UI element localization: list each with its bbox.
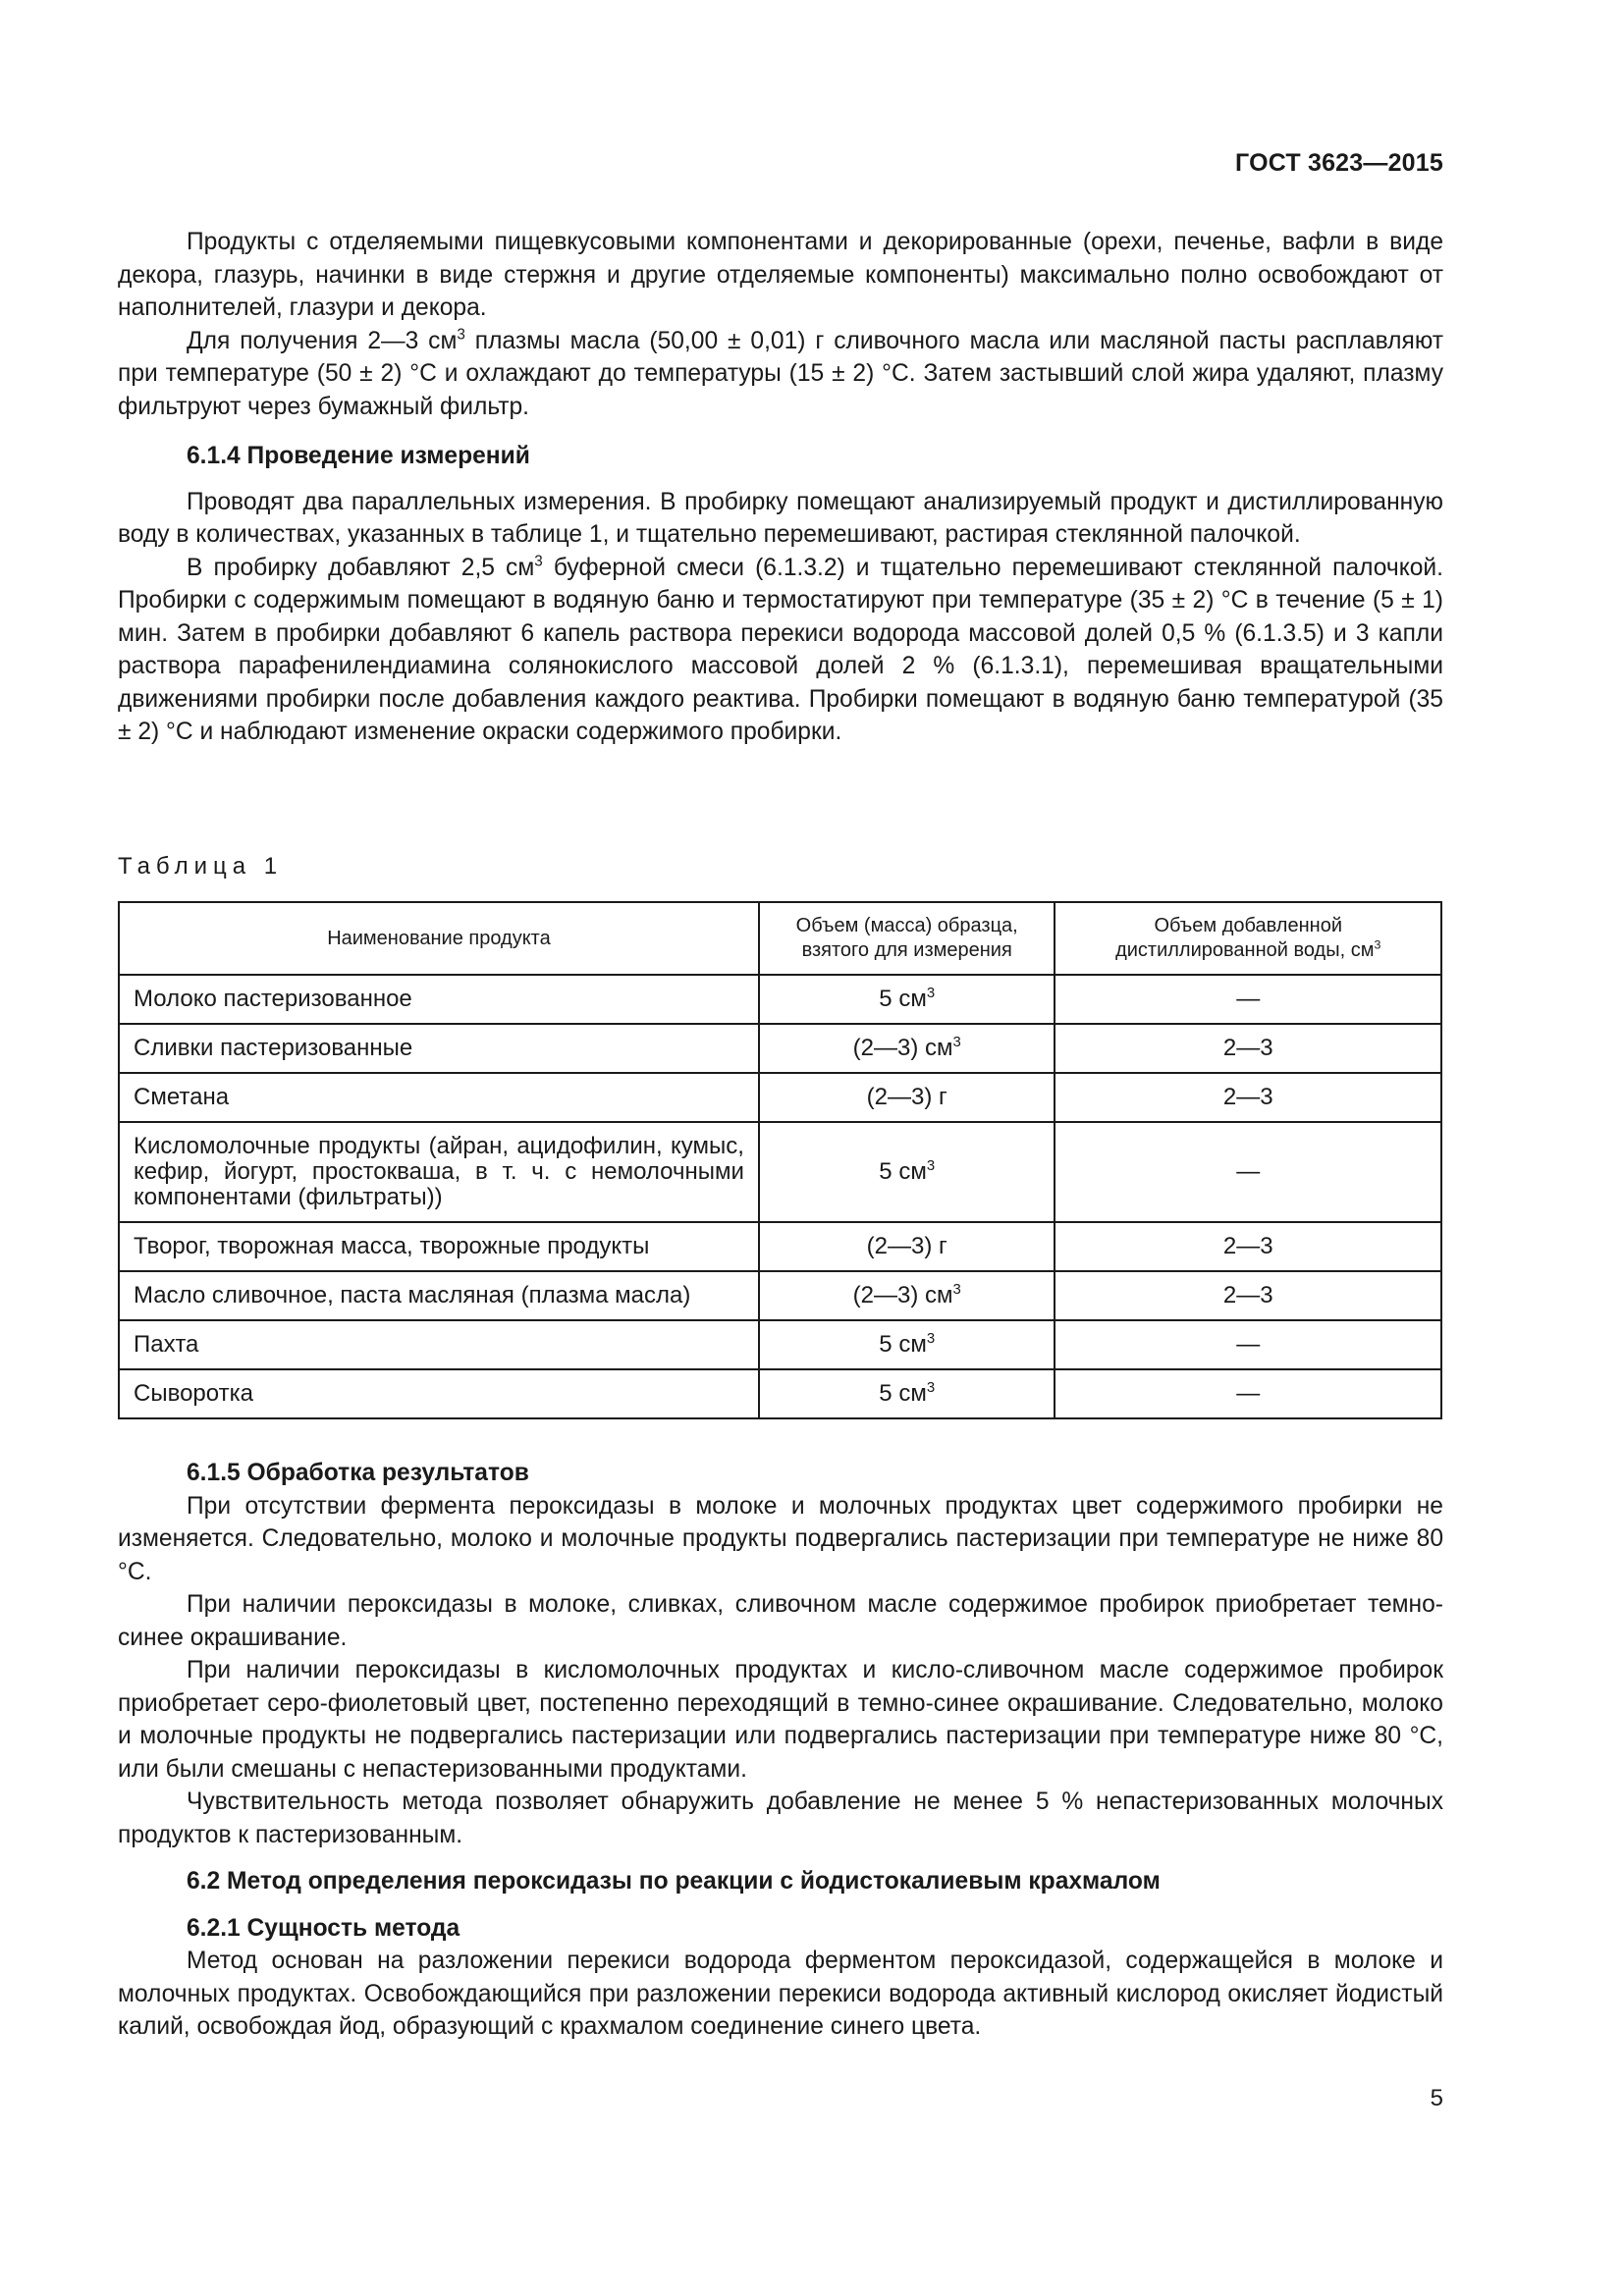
document-code: ГОСТ 3623—2015 [1235,149,1443,177]
s614-paragraph-2 [118,552,1443,749]
table-row [119,1122,1441,1222]
cell-water-volume: 2—3 [1055,1271,1441,1320]
table-row [119,1024,1441,1073]
s621-paragraph-1: Метод основан на разложении перекиси водорода ферментом пероксидазой, содержащейся в молоке и молочных продуктах. Освобождающийся при разложении перекиси водорода активный кислород окисляет йодистый калий, освобождая йод, образующий с крахмалом соединение синего цвета. [118,1948,1443,2040]
intro-p2-text-b: плазмы масла (50,00 ± 0,01) г сливочного масла или масляной пасты расплавляют при температуре (50 ± 2) °С и охлаждают до температуры (15 ± 2) °С. Затем застывший слой жира удаляют, плазму фильтруют через бумажный фильтр. [118,327,1443,420]
superscript: 3 [926,985,936,1001]
cell-product-name: Масло сливочное, паста масляная (плазма масла) [119,1271,759,1320]
cell-sample-volume [759,1271,1055,1320]
superscript: 3 [952,1034,961,1050]
cell-sample-volume [759,1024,1055,1073]
header-water-text: Объем добавленной дистиллированной воды, см [1115,915,1375,961]
cell-water-volume: 2—3 [1055,1222,1441,1271]
superscript: 3 [1374,937,1381,952]
cell-sample-volume [759,1122,1055,1222]
intro-paragraph-1: Продукты с отделяемыми пищевкусовыми компонентами и декорированные (орехи, печенье, вафли в виде декора, глазурь, начинки в виде стержня и другие отделяемые компоненты) максимально полно освобождают от наполнителей, глазури и декора. [118,229,1443,321]
cell-water-volume: 2—3 [1055,1024,1441,1073]
table-header-row [119,902,1441,975]
table-row [119,1271,1441,1320]
superscript: 3 [952,1281,961,1298]
cell-product-name: Кисломолочные продукты (айран, ацидофилин, кумыс, кефир, йогурт, простокваша, в т. ч. с немолочными компонентами (фильтраты)) [119,1122,759,1222]
cell-water-volume: — [1055,1122,1441,1222]
page-number: 5 [1430,2085,1443,2111]
header-water-volume [1055,902,1441,975]
section-6-1-5 [118,1457,1443,2044]
intro-paragraph-2 [118,325,1443,424]
section-6-1-4 [118,440,1443,749]
s614-paragraph-1: Проводят два параллельных измерения. В пробирку помещают анализируемый продукт и дистиллированную воду в количествах, указанных в таблице 1, и тщательно перемешивают, растирая стеклянной палочкой. [118,488,1443,548]
table-row [119,975,1441,1024]
header-product-name: Наименование продукта [119,902,759,975]
superscript: 3 [457,326,465,344]
s615-paragraph-4: Чувствительность метода позволяет обнаружить добавление не менее 5 % непастеризованных молочных продуктов к пастеризованным. [118,1789,1443,1848]
cell-value: (2—3) см [852,1035,953,1061]
cell-sample-volume [759,1222,1055,1271]
section-title-6-1-5: 6.1.5 Обработка результатов [187,1460,529,1486]
table-row [119,1073,1441,1122]
cell-water-volume: 2—3 [1055,1073,1441,1122]
cell-value: (2—3) см [852,1282,953,1308]
table-1 [118,901,1442,1419]
section-title-6-1-4: 6.1.4 Проведение измерений [187,443,530,469]
s614-p2-text-a: В пробирку добавляют 2,5 см [187,554,535,581]
cell-value: 5 см [879,1158,927,1185]
s615-paragraph-1: При отсутствии фермента пероксидазы в молоке и молочных продуктах цвет содержимого пробирки не изменяется. Следовательно, молоко и молочные продукты подвергались пастеризации при температуре не ниже 80 °С. [118,1492,1443,1585]
table-row [119,1369,1441,1418]
cell-value: 5 см [879,1380,927,1407]
cell-sample-volume [759,1073,1055,1122]
superscript: 3 [926,1330,936,1347]
cell-product-name: Пахта [119,1320,759,1369]
cell-product-name: Молоко пастеризованное [119,975,759,1024]
cell-value: 5 см [879,986,927,1012]
table-caption: Таблица 1 [118,853,284,880]
cell-sample-volume [759,1369,1055,1418]
section-title-6-2: 6.2 Метод определения пероксидазы по реакции с йодистокалиевым крахмалом [187,1868,1161,1895]
superscript: 3 [926,1379,936,1396]
cell-product-name: Творог, творожная масса, творожные продукты [119,1222,759,1271]
cell-value: 5 см [879,1331,927,1358]
table-row [119,1320,1441,1369]
header-sample-volume: Объем (масса) образца, взятого для измерения [759,902,1055,975]
cell-water-volume: — [1055,975,1441,1024]
cell-water-volume: — [1055,1320,1441,1369]
cell-product-name: Сметана [119,1073,759,1122]
intro-block [118,226,1443,423]
cell-sample-volume [759,975,1055,1024]
superscript: 3 [534,553,543,570]
section-title-6-2-1: 6.2.1 Сущность метода [187,1914,460,1942]
superscript: 3 [926,1157,936,1174]
cell-sample-volume [759,1320,1055,1369]
cell-value: (2—3) г [866,1084,947,1110]
intro-p2-text-a: Для получения 2—3 см [187,327,458,354]
table-row [119,1222,1441,1271]
cell-value: (2—3) г [866,1233,947,1259]
cell-water-volume: — [1055,1369,1441,1418]
cell-product-name: Сыворотка [119,1369,759,1418]
cell-product-name: Сливки пастеризованные [119,1024,759,1073]
s614-p2-text-b: буферной смеси (6.1.3.2) и тщательно перемешивают стеклянной палочкой. Пробирки с содержимым помещают в водяную баню и термостатируют при температуре (35 ± 2) °С в течение (5 ± 1) мин. Затем в пробирки добавляют 6 капель раствора перекиси водорода массовой долей 0,5 % (6.1.3.5) и 3 капли раствора парафенилендиамина солянокислого массовой долей 2 % (6.1.3.1), перемешивая вращательными движениями пробирки после добавления каждого реактива. Пробирки помещают в водяную баню температурой (35 ± 2) °С и наблюдают изменение окраски содержимого пробирки. [118,554,1443,745]
s615-paragraph-2: При наличии пероксидазы в молоке, сливках, сливочном масле содержимое пробирок приобретает темно-синее окрашивание. [118,1591,1443,1651]
s615-paragraph-3: При наличии пероксидазы в кисломолочных продуктах и кисло-сливочном масле содержимое пробирок приобретает серо-фиолетовый цвет, постепенно переходящий в темно-синее окрашивание. Следовательно, молоко и молочные продукты не подвергались пастеризации или подвергались пастеризации при температуре ниже 80 °С, или были смешаны с непастеризованными продуктами. [118,1657,1443,1783]
